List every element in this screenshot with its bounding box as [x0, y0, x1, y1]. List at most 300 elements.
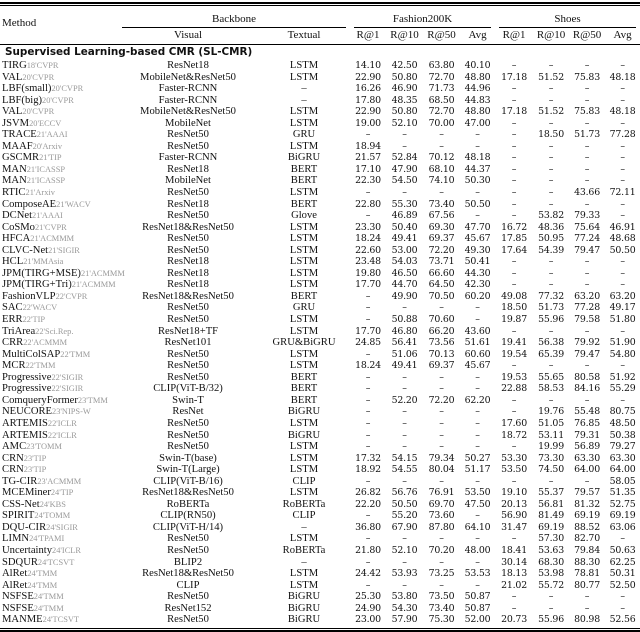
shoes-avg-cell: 50.50: [609, 244, 636, 256]
shoes-r1-cell: 49.08: [501, 290, 527, 302]
backbone-underline: [122, 27, 346, 28]
method-name: MAAF: [2, 140, 33, 152]
table-row: [0, 557, 640, 569]
textual-backbone-cell: BiGRU: [287, 591, 321, 603]
fashion200k-avg-cell: 44.30: [464, 267, 491, 279]
shoes-r1-cell: 53.30: [501, 452, 527, 464]
visual-backbone-cell: ResNet50: [167, 233, 209, 245]
textual-backbone-cell: LSTM: [289, 452, 319, 464]
shoes-r50-cell: 76.85: [574, 417, 600, 429]
method-name: CLVC-Net: [2, 244, 49, 256]
table-row: [0, 291, 640, 303]
fashion200k-r50-cell: 70.50: [428, 290, 455, 302]
table-row: [0, 72, 640, 84]
table-row: [0, 603, 640, 615]
fashion200k-r50-cell: 69.70: [428, 498, 455, 510]
method-name: HCL: [2, 256, 24, 268]
method-cell: [0, 187, 118, 199]
shoes-avg-cell: –: [620, 279, 625, 291]
fashion200k-r10-cell: 55.30: [391, 198, 418, 210]
fashion200k-r10-cell: 51.06: [391, 348, 418, 360]
table-row: [0, 245, 640, 257]
shoes-r1-cell: –: [511, 60, 517, 71]
fashion200k-label: Fashion200K: [392, 13, 453, 26]
table-row: [0, 591, 640, 603]
method-name: NSFSE: [2, 591, 34, 603]
column-header-f-r10: R@10: [390, 29, 419, 42]
table-row: [0, 545, 640, 557]
shoes-r50-cell: –: [584, 279, 590, 291]
method-cell: [0, 510, 118, 522]
column-group-shoes: [495, 6, 640, 28]
column-header-textual: Textual: [287, 29, 321, 42]
column-group-backbone: [118, 6, 350, 28]
shoes-r1-cell: 30.14: [501, 556, 527, 568]
method-venue: 21'Arxiv: [25, 188, 55, 198]
shoes-avg-cell: 69.19: [609, 510, 636, 522]
method-name: SAC: [2, 302, 23, 314]
bottom-rule-thin: [0, 628, 640, 629]
shoes-r10-cell: –: [548, 140, 554, 152]
shoes-r1-cell: –: [511, 406, 517, 418]
shoes-r10-cell: 56.81: [538, 498, 564, 510]
fashion200k-r10-cell: –: [402, 579, 407, 591]
fashion200k-r10-cell: –: [402, 406, 407, 418]
method-cell: [0, 175, 118, 187]
shoes-avg-cell: 50.38: [609, 429, 636, 441]
fashion200k-r10-cell: –: [402, 533, 407, 545]
shoes-r10-cell: –: [548, 256, 554, 268]
shoes-r10-cell: 55.72: [538, 579, 564, 591]
fashion200k-r10-cell: 57.90: [391, 614, 418, 626]
fashion200k-r50-cell: 66.60: [428, 267, 455, 279]
fashion200k-r50-cell: –: [439, 371, 444, 383]
shoes-r10-cell: –: [548, 325, 554, 337]
visual-backbone-cell: RoBERTa: [166, 498, 210, 510]
shoes-r1-cell: 20.13: [501, 498, 527, 510]
shoes-r1-cell: –: [511, 256, 517, 268]
textual-backbone-cell: LSTM: [289, 314, 319, 326]
shoes-r1-cell: 19.10: [501, 487, 527, 499]
table-row: [0, 568, 640, 580]
fashion200k-r1-cell: 19.00: [355, 117, 381, 129]
shoes-r1-cell: 18.13: [501, 568, 527, 580]
visual-backbone-cell: ResNet50: [167, 429, 209, 441]
shoes-r50-cell: –: [584, 360, 590, 372]
fashion200k-r1-cell: –: [365, 371, 371, 383]
shoes-r10-cell: 51.73: [538, 302, 564, 314]
visual-backbone-cell: ResNet101: [164, 337, 212, 349]
textual-backbone-cell: BERT: [290, 198, 318, 210]
textual-backbone-cell: BERT: [290, 383, 318, 395]
shoes-avg-cell: 79.27: [609, 441, 636, 453]
shoes-r50-cell: –: [584, 475, 590, 487]
shoes-avg-cell: 51.90: [609, 337, 636, 349]
fashion200k-avg-cell: 47.50: [464, 498, 491, 510]
method-name: ERR: [2, 314, 23, 326]
shoes-r10-cell: 73.30: [538, 452, 564, 464]
fashion200k-r1-cell: 22.60: [355, 244, 381, 256]
visual-backbone-cell: CLIP(ViT-B/32): [153, 383, 223, 395]
method-cell: [0, 222, 118, 234]
method-venue: 23'TIP: [23, 453, 47, 463]
shoes-r1-cell: 21.02: [501, 579, 527, 591]
method-venue: 20'ECCV: [29, 118, 62, 128]
shoes-r10-cell: 53.98: [538, 568, 564, 580]
fashion200k-r1-cell: 25.30: [355, 591, 381, 603]
fashion200k-r50-cell: 63.80: [428, 60, 455, 71]
shoes-avg-cell: –: [620, 117, 625, 129]
textual-backbone-cell: LSTM: [289, 464, 319, 476]
fashion200k-r1-cell: 17.70: [355, 325, 381, 337]
fashion200k-avg-cell: 50.50: [464, 198, 491, 210]
table-row: [0, 614, 640, 626]
shoes-r50-cell: –: [584, 267, 590, 279]
method-name: RTIC: [2, 187, 26, 199]
method-cell: [0, 95, 118, 107]
fashion200k-r1-cell: 17.80: [355, 94, 381, 106]
shoes-r10-cell: 56.38: [538, 337, 564, 349]
shoes-r10-cell: 51.05: [538, 417, 564, 429]
method-cell: [0, 522, 118, 534]
shoes-r50-cell: –: [584, 163, 590, 175]
results-table: [0, 6, 640, 626]
shoes-r50-cell: 64.00: [574, 464, 600, 476]
fashion200k-r50-cell: 70.13: [428, 348, 455, 360]
shoes-r10-cell: 19.76: [538, 406, 564, 418]
fashion200k-avg-cell: –: [475, 129, 480, 141]
shoes-r10-cell: 55.65: [538, 371, 564, 383]
table-row: [0, 349, 640, 361]
shoes-r50-cell: –: [584, 198, 590, 210]
shoes-r50-cell: 75.64: [574, 221, 600, 233]
method-cell: [0, 441, 118, 453]
fashion200k-avg-cell: 53.53: [464, 568, 491, 580]
shoes-avg-cell: 51.92: [609, 371, 636, 383]
visual-backbone-cell: ResNet18&ResNet50: [142, 290, 234, 302]
method-venue: 24'ICLR: [52, 545, 81, 555]
method-venue: 21'ICASSP: [26, 164, 66, 174]
method-name: TIRG: [2, 60, 27, 71]
shoes-avg-cell: –: [620, 256, 625, 268]
shoes-r50-cell: 77.28: [574, 302, 600, 314]
textual-backbone-cell: LSTM: [289, 244, 319, 256]
method-cell: [0, 349, 118, 361]
fashion200k-r50-cell: 69.30: [428, 221, 455, 233]
shoes-r1-cell: –: [511, 475, 517, 487]
visual-backbone-cell: ResNet50: [167, 244, 209, 256]
fashion200k-r10-cell: –: [402, 371, 407, 383]
shoes-avg-cell: 55.29: [609, 383, 636, 395]
fashion200k-r50-cell: –: [439, 187, 444, 199]
shoes-avg-cell: 77.28: [609, 129, 636, 141]
textual-backbone-cell: LSTM: [289, 117, 319, 129]
method-venue: 22'TMM: [60, 349, 91, 359]
fashion200k-r50-cell: 72.20: [428, 394, 455, 406]
fashion200k-r50-cell: 79.34: [428, 452, 455, 464]
method-venue: 22'TIP: [22, 315, 46, 325]
fashion200k-r1-cell: 22.90: [355, 71, 381, 83]
textual-backbone-cell: BiGRU: [287, 429, 321, 441]
visual-backbone-cell: ResNet50: [167, 360, 209, 372]
shoes-r50-cell: 79.57: [574, 487, 600, 499]
table-row: [0, 453, 640, 465]
fashion200k-r10-cell: 53.80: [391, 591, 418, 603]
visual-backbone-cell: CLIP(ViT-B/16): [153, 475, 223, 487]
shoes-r50-cell: 75.83: [574, 71, 600, 83]
shoes-r10-cell: –: [548, 602, 554, 614]
shoes-r1-cell: 19.54: [501, 348, 527, 360]
textual-backbone-cell: LSTM: [289, 441, 319, 453]
shoes-r10-cell: –: [548, 83, 554, 95]
fashion200k-r50-cell: 71.73: [428, 83, 455, 95]
textual-backbone-cell: GRU: [292, 129, 316, 141]
shoes-r1-cell: 19.87: [501, 314, 527, 326]
table-row: [0, 533, 640, 545]
fashion200k-r10-cell: –: [402, 417, 407, 429]
method-cell: [0, 118, 118, 130]
visual-backbone-cell: ResNet: [172, 406, 204, 418]
shoes-r50-cell: –: [584, 117, 590, 129]
shoes-r50-cell: –: [584, 325, 590, 337]
fashion200k-r10-cell: 54.30: [391, 602, 418, 614]
method-venue: 24'TMM: [33, 603, 64, 613]
method-cell: [0, 406, 118, 418]
shoes-r50-cell: 79.31: [574, 429, 600, 441]
fashion200k-r50-cell: 73.60: [428, 510, 455, 522]
shoes-r1-cell: 17.64: [501, 244, 527, 256]
fashion200k-avg-cell: –: [475, 383, 480, 395]
shoes-r50-cell: 88.52: [574, 521, 600, 533]
shoes-r50-cell: 79.92: [574, 337, 600, 349]
table-row: [0, 580, 640, 592]
table-row: [0, 279, 640, 291]
method-venue: 20'CVPR: [51, 84, 84, 94]
column-group-fashion200k: [350, 6, 495, 28]
shoes-r50-cell: 81.32: [574, 498, 600, 510]
fashion200k-r1-cell: –: [365, 348, 371, 360]
shoes-r50-cell: 55.48: [574, 406, 600, 418]
fashion200k-r1-cell: 16.26: [355, 83, 381, 95]
method-name: MCEMiner: [2, 487, 51, 499]
method-cell: [0, 337, 118, 349]
shoes-avg-cell: 48.18: [609, 71, 636, 83]
fashion200k-r1-cell: –: [365, 556, 371, 568]
method-cell: [0, 326, 118, 338]
visual-backbone-cell: ResNet50: [167, 140, 209, 152]
shoes-avg-cell: –: [620, 267, 625, 279]
method-cell: [0, 603, 118, 615]
shoes-r10-cell: 55.96: [538, 614, 564, 626]
shoes-r1-cell: 53.50: [501, 464, 527, 476]
visual-backbone-cell: ResNet50: [167, 302, 209, 314]
table-row: [0, 106, 640, 118]
method-name: HFCA: [2, 233, 31, 245]
visual-backbone-cell: ResNet50: [167, 544, 209, 556]
shoes-r50-cell: 63.30: [574, 452, 600, 464]
method-venue: 24'TPAMI: [29, 534, 65, 544]
fashion200k-r50-cell: 73.40: [428, 198, 455, 210]
method-name: AlRet: [2, 568, 28, 580]
fashion200k-r50-cell: 70.60: [428, 314, 455, 326]
shoes-r50-cell: –: [584, 83, 590, 95]
fashion200k-avg-cell: 48.00: [464, 544, 491, 556]
fashion200k-r10-cell: 56.41: [391, 337, 418, 349]
method-name: CoSMo: [2, 221, 35, 233]
method-cell: [0, 395, 118, 407]
visual-backbone-cell: ResNet18: [167, 279, 209, 291]
method-name: NSFSE: [2, 602, 34, 614]
fashion200k-avg-cell: 51.17: [464, 464, 491, 476]
method-cell: [0, 568, 118, 580]
table-row: [0, 268, 640, 280]
fashion200k-avg-cell: 44.37: [464, 163, 491, 175]
visual-backbone-cell: ResNet50: [167, 417, 209, 429]
method-name: MAN: [2, 175, 27, 187]
fashion200k-r50-cell: 87.80: [428, 521, 455, 533]
fashion200k-avg-cell: 53.50: [464, 487, 491, 499]
fashion200k-r50-cell: –: [439, 129, 444, 141]
table-row: [0, 383, 640, 395]
table-row: [0, 152, 640, 164]
table-row: [0, 256, 640, 268]
textual-backbone-cell: BiGRU: [287, 602, 321, 614]
shoes-r50-cell: 79.84: [574, 544, 600, 556]
fashion200k-r1-cell: –: [365, 210, 371, 222]
shoes-r50-cell: 77.24: [574, 233, 600, 245]
method-cell: [0, 60, 118, 72]
fashion200k-avg-cell: 50.87: [464, 602, 491, 614]
method-name: LIMN: [2, 533, 30, 545]
fashion200k-r1-cell: –: [365, 394, 371, 406]
textual-backbone-cell: LSTM: [289, 360, 319, 372]
method-name: AMC: [2, 441, 27, 453]
fashion200k-r1-cell: 24.42: [355, 568, 381, 580]
fashion200k-r50-cell: 73.40: [428, 602, 455, 614]
fashion200k-r1-cell: –: [365, 579, 371, 591]
method-venue: 22'ICLR: [47, 418, 77, 428]
method-name: VAL: [2, 106, 23, 118]
fashion200k-r10-cell: –: [402, 556, 407, 568]
method-name: GSCMR: [2, 152, 40, 164]
fashion200k-r10-cell: 54.15: [391, 452, 418, 464]
method-cell: [0, 453, 118, 465]
shoes-r1-cell: 18.72: [501, 429, 527, 441]
shoes-r10-cell: 51.52: [538, 106, 564, 118]
method-name: MultiColSAP: [2, 348, 61, 360]
shoes-r10-cell: 57.30: [538, 533, 564, 545]
method-venue: 21'AAAI: [36, 130, 68, 140]
shoes-r10-cell: –: [548, 163, 554, 175]
table-row: [0, 522, 640, 534]
table-row: [0, 418, 640, 430]
shoes-r50-cell: 88.30: [574, 556, 600, 568]
visual-backbone-cell: MobileNet: [165, 117, 211, 129]
visual-backbone-cell: CLIP(ViT-H/14): [152, 521, 224, 533]
fashion200k-r10-cell: 54.55: [391, 464, 418, 476]
method-cell: [0, 372, 118, 384]
textual-backbone-cell: CLIP: [292, 510, 316, 522]
fashion200k-r10-cell: 46.89: [391, 210, 418, 222]
method-venue: 22'SIGIR: [51, 372, 84, 382]
shoes-r1-cell: –: [511, 210, 517, 222]
shoes-r1-cell: –: [511, 198, 517, 210]
fashion200k-avg-cell: 48.18: [464, 152, 491, 164]
fashion200k-r1-cell: 26.82: [355, 487, 381, 499]
fashion200k-r50-cell: –: [439, 533, 444, 545]
method-venue: 24'SIGIR: [46, 522, 78, 532]
shoes-r1-cell: –: [511, 94, 517, 106]
shoes-avg-cell: 80.75: [609, 406, 636, 418]
textual-backbone-cell: LSTM: [289, 140, 319, 152]
fashion200k-avg-cell: –: [475, 406, 480, 418]
fashion200k-r1-cell: 23.48: [355, 256, 381, 268]
method-name: MANME: [2, 614, 43, 626]
shoes-r10-cell: –: [548, 360, 554, 372]
shoes-avg-cell: 63.30: [609, 452, 636, 464]
method-cell: [0, 383, 118, 395]
fashion200k-r50-cell: –: [439, 302, 444, 314]
visual-backbone-cell: CLIP: [176, 579, 200, 591]
textual-backbone-cell: LSTM: [289, 233, 319, 245]
fashion200k-r10-cell: 53.00: [391, 244, 418, 256]
fashion200k-avg-cell: 42.30: [464, 279, 491, 291]
shoes-r50-cell: 79.33: [574, 210, 600, 222]
fashion200k-r1-cell: 22.90: [355, 106, 381, 118]
shoes-underline: [499, 27, 636, 28]
method-name: LBF(big): [2, 94, 43, 106]
textual-backbone-cell: LSTM: [289, 348, 319, 360]
method-name: AlRet: [2, 579, 28, 591]
fashion200k-r10-cell: 48.35: [391, 94, 418, 106]
textual-backbone-cell: RoBERTa: [282, 544, 326, 556]
fashion200k-avg-cell: 52.00: [464, 614, 491, 626]
method-cell: [0, 591, 118, 603]
shoes-r1-cell: –: [511, 117, 517, 129]
column-header-s-r10: R@10: [536, 29, 566, 42]
shoes-r50-cell: –: [584, 152, 590, 164]
fashion200k-r10-cell: 52.10: [391, 544, 418, 556]
visual-backbone-cell: MobileNet&ResNet50: [140, 106, 236, 118]
top-rule: [0, 2, 640, 4]
shoes-avg-cell: –: [620, 591, 625, 603]
table-row: [0, 118, 640, 130]
fashion200k-r1-cell: –: [365, 533, 371, 545]
textual-backbone-cell: CLIP: [292, 475, 316, 487]
fashion200k-r50-cell: 69.37: [428, 360, 455, 372]
shoes-r1-cell: –: [511, 267, 517, 279]
fashion200k-avg-cell: 45.67: [464, 233, 491, 245]
shoes-r1-cell: 17.60: [501, 417, 527, 429]
shoes-r10-cell: –: [548, 394, 554, 406]
shoes-avg-cell: 52.50: [609, 579, 636, 591]
fashion200k-avg-cell: –: [475, 510, 480, 522]
shoes-r50-cell: 84.16: [574, 383, 600, 395]
table-row: [0, 222, 640, 234]
method-cell: [0, 72, 118, 84]
method-cell: [0, 245, 118, 257]
fashion200k-r1-cell: –: [365, 302, 371, 314]
fashion200k-avg-cell: –: [475, 579, 480, 591]
shoes-r10-cell: –: [548, 152, 554, 164]
method-cell: [0, 106, 118, 118]
shoes-r50-cell: –: [584, 60, 590, 71]
method-venue: 22'ACMMM: [23, 338, 68, 348]
method-venue: 21'ACMMM: [80, 268, 125, 278]
shoes-r10-cell: 55.96: [538, 314, 564, 326]
fashion200k-r50-cell: –: [439, 417, 444, 429]
fashion200k-r1-cell: 17.32: [355, 452, 381, 464]
